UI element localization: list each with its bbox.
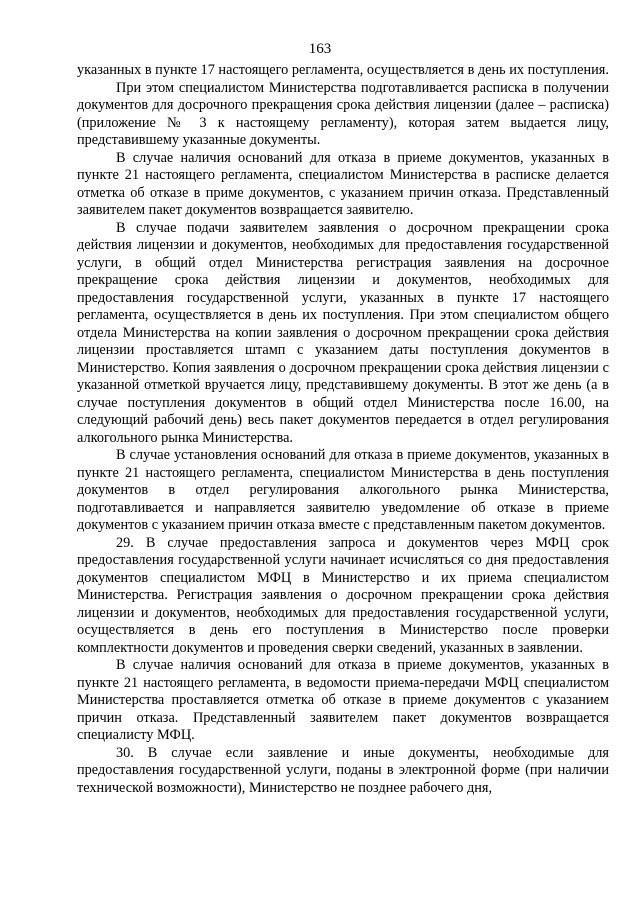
- body-text: [77, 62, 609, 797]
- paragraph-general-department: В случае подачи заявителем заявления о досрочном прекращении срока действия лицензии и документов, необходимых для предоставления государственной услуги, в общий отдел Министерства регистрация заявления на досрочное прекращение срока действия лицензии и документов, необходимых для предоставления государственной услуги, указанных в пункте 17 настоящего регламента, осуществляется в день их поступления. При этом специалистом общего отдела Министерства на копии заявления о досрочном прекращении срока действия лицензии проставляется штамп с указанием даты поступления документов в Министерство. Копия заявления о досрочном прекращении срока действия лицензии с указанной отметкой вручается лицу, представившему документы. В этот же день (а в случае поступления документов в общий отдел Министерства после 16.00, на следующий рабочий день) весь пакет документов передается в отдел регулирования алкогольного рынка Министерства.: [77, 219, 609, 446]
- paragraph-refusal-notice: В случае установления оснований для отказа в приеме документов, указанных в пункте 21 настоящего регламента, специалистом Министерства в день поступления документов в отдел регулирования алкогольного рынка Министерства, подготавливается и направляется заявителю уведомление об отказе в приеме документов с указанием причин отказа вместе с представленным пакетом документов.: [77, 447, 609, 533]
- paragraph-receipt: При этом специалистом Министерства подготавливается расписка в получении документов для досрочного прекращения срока действия лицензии (далее – расписка) (приложение № 3 к настоящему регламенту), которая затем выдается лицу, представившему указанные документы.: [77, 79, 609, 148]
- paragraph-item-29: 29. В случае предоставления запроса и документов через МФЦ срок предоставления государственной услуги начинает исчисляться со дня предоставления документов специалистом МФЦ в Министерство и их приема специалистом Министерства. Регистрация заявления о досрочном прекращении срока действия лицензии и документов, необходимых для предоставления государственной услуги, осуществляется в день его поступления в Министерство после проверки комплектности документов и проведения сверки сведений, указанных в заявлении.: [77, 534, 609, 656]
- paragraph-mfc-refusal: В случае наличия оснований для отказа в приеме документов, указанных в пункте 21 настоящего регламента, в ведомости приема-передачи МФЦ специалистом Министерства проставляется отметка об отказе в приеме документов с указанием причин отказа. Представленный заявителем пакет документов возвращается специалисту МФЦ.: [77, 657, 609, 743]
- paragraph-continuation: указанных в пункте 17 настоящего регламента, осуществляется в день их поступления.: [77, 62, 609, 78]
- page-number: 163: [308, 41, 332, 57]
- paragraph-item-30: 30. В случае если заявление и иные документы, необходимые для предоставления государственной услуги, поданы в электронной форме (при наличии технической возможности), Министерство не позднее рабочего дня,: [77, 744, 609, 796]
- paragraph-refusal-receipt: В случае наличия оснований для отказа в приеме документов, указанных в пункте 21 настоящего регламента, специалистом Министерства в расписке делается отметка об отказе в приме документов, с указанием причин отказа. Представленный заявителем пакет документов возвращается заявителю.: [77, 149, 609, 218]
